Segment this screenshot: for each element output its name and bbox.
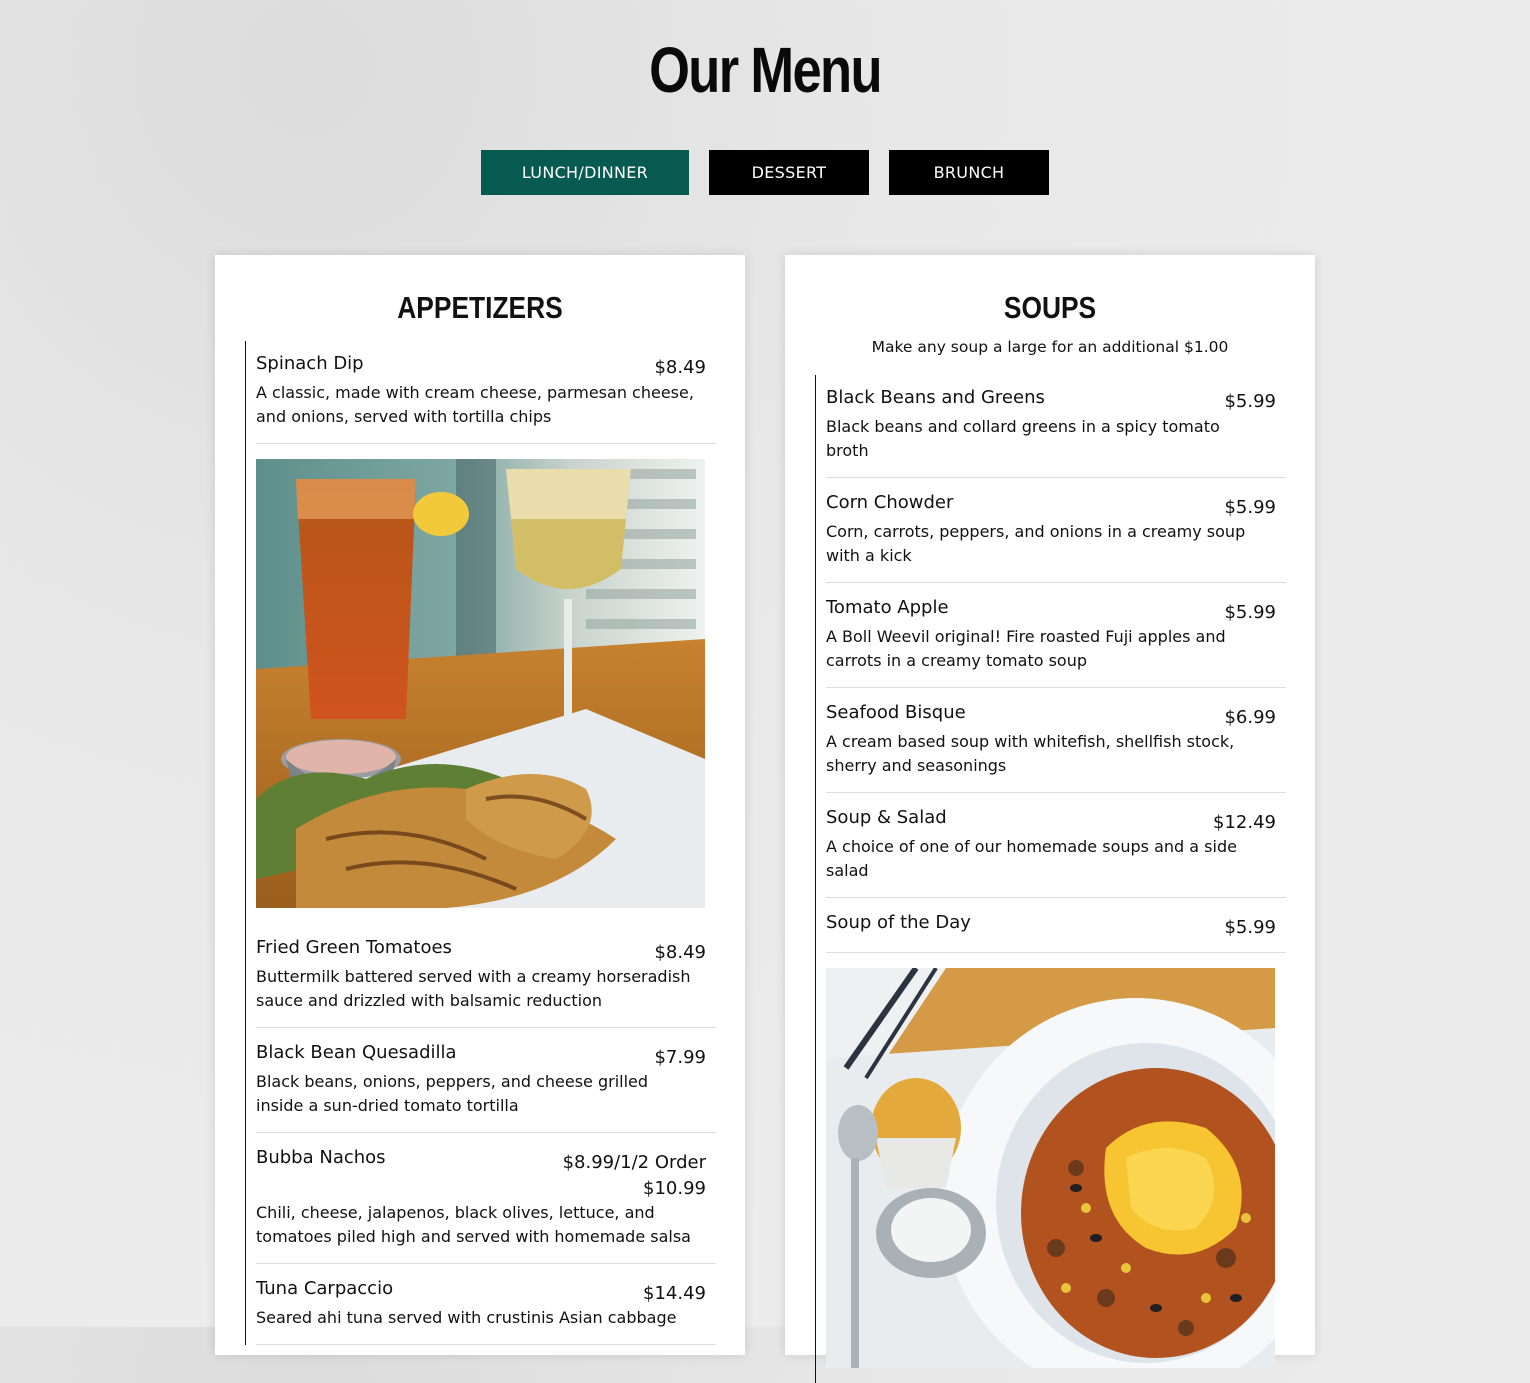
soups-note: Make any soup a large for an additional $1.00 [871, 338, 1229, 356]
item-price: $8.49 [654, 942, 706, 963]
item-description: Black beans, onions, peppers, and cheese grilled inside a sun-dried tomato tortilla [256, 1072, 649, 1115]
item-price: $5.99 [1224, 917, 1276, 938]
menu-item [826, 688, 1286, 793]
item-name: Bubba Nachos [256, 1147, 386, 1168]
appetizer-photo [256, 459, 705, 908]
appetizers-card [215, 255, 745, 1355]
appetizers-title: APPETIZERS [397, 290, 563, 325]
tab-dessert[interactable]: DESSERT [709, 150, 869, 195]
menu-item [826, 375, 1286, 478]
page-title: Our Menu [649, 34, 881, 106]
item-price: $8.49 [654, 357, 706, 378]
item-name: Soup & Salad [826, 807, 947, 828]
item-description: Buttermilk battered served with a creamy horseradish sauce and drizzled with balsamic reduction [256, 967, 691, 1010]
menu-item [826, 793, 1286, 898]
appetizers-list [245, 341, 716, 1345]
item-price-full: $10.99 [643, 1178, 706, 1199]
item-name: Tomato Apple [826, 597, 949, 618]
soups-card [785, 255, 1315, 1355]
soup-photo [826, 968, 1275, 1368]
item-description: Seared ahi tuna served with crustinis Asian cabbage [256, 1308, 677, 1327]
item-description: Chili, cheese, jalapenos, black olives, lettuce, and tomatoes piled high and served with homemade salsa [256, 1203, 691, 1246]
item-name: Tuna Carpaccio [256, 1278, 394, 1299]
item-description: A cream based soup with whitefish, shellfish stock, sherry and seasonings [826, 732, 1235, 775]
item-price: $7.99 [654, 1047, 706, 1068]
item-price: $12.49 [1213, 812, 1276, 833]
item-price: $14.49 [643, 1283, 706, 1304]
tab-lunch-dinner[interactable]: LUNCH/DINNER [481, 150, 689, 195]
item-price: $5.99 [1224, 391, 1276, 412]
soups-list [815, 375, 1286, 1383]
menu-item [256, 1028, 716, 1133]
item-name: Black Beans and Greens [826, 387, 1045, 408]
menu-item [826, 898, 1286, 953]
menu-item [826, 478, 1286, 583]
item-name: Soup of the Day [826, 912, 971, 933]
menu-tabs [0, 150, 1530, 195]
item-name: Spinach Dip [256, 353, 364, 374]
item-description: Corn, carrots, peppers, and onions in a creamy soup with a kick [826, 522, 1246, 565]
item-description: Black beans and collard greens in a spicy tomato broth [826, 417, 1220, 460]
item-description: A Boll Weevil original! Fire roasted Fuji apples and carrots in a creamy tomato soup [826, 627, 1226, 670]
item-price: $5.99 [1224, 602, 1276, 623]
item-price [563, 1150, 706, 1202]
fried-green-tomatoes-photo [256, 459, 705, 908]
item-name: Fried Green Tomatoes [256, 937, 452, 958]
item-description: A choice of one of our homemade soups and a side salad [826, 837, 1237, 880]
chili-bowl-photo [826, 968, 1275, 1368]
item-name: Black Bean Quesadilla [256, 1042, 457, 1063]
item-price-half: $8.99/1/2 Order [562, 1152, 706, 1173]
menu-item [826, 583, 1286, 688]
soups-title: SOUPS [1003, 290, 1097, 325]
menu-item [256, 1133, 716, 1264]
menu-item [256, 1264, 716, 1345]
item-description: A classic, made with cream cheese, parmesan cheese, and onions, served with tortilla chips [256, 383, 694, 426]
item-name: Corn Chowder [826, 492, 954, 513]
menu-item [256, 341, 716, 444]
item-price: $6.99 [1224, 707, 1276, 728]
tab-brunch[interactable]: BRUNCH [889, 150, 1049, 195]
item-name: Seafood Bisque [826, 702, 966, 723]
menu-item [256, 923, 716, 1028]
item-price: $5.99 [1224, 497, 1276, 518]
